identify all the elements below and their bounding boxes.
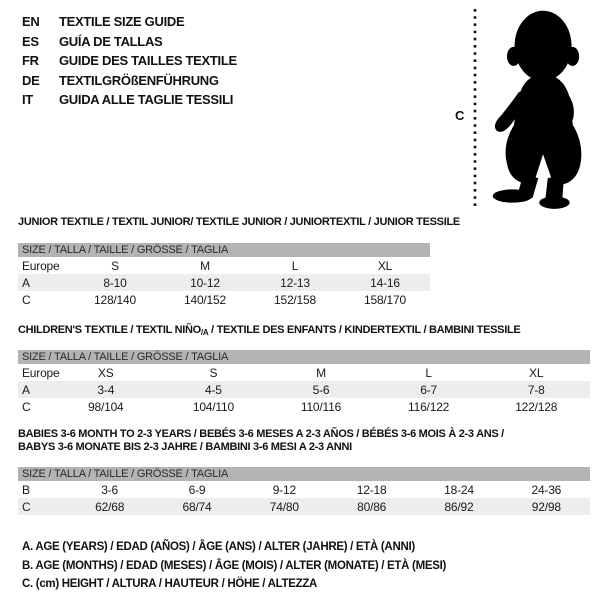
note-height-cm: C. (cm) HEIGHT / ALTURA / HAUTEUR / HÖHE / ALTEZZA [22,578,318,590]
size-cell: 4-5 [205,382,222,397]
size-cell: 9-12 [272,482,296,497]
size-cell: 6-9 [188,482,206,497]
table-row [18,481,590,498]
size-header-bar: SIZE / TALLA / TAILLE / GRÖSSE / TAGLIA [18,467,590,481]
size-cell: M [316,365,326,380]
size-header-bar: SIZE / TALLA / TAILLE / GRÖSSE / TAGLIA [18,350,590,364]
size-cell: XS [97,365,114,380]
row-label: C [22,292,31,307]
guide-title: GUÍA DE TALLAS [59,33,163,49]
row-label: A [22,382,30,397]
size-cell: 92/98 [531,499,561,514]
size-cell: 80/86 [357,499,387,514]
table-row [18,257,430,274]
baby-silhouette-icon [493,11,582,209]
size-cell: 152/158 [274,292,316,307]
row-label: B [22,482,30,497]
table-title: JUNIOR TEXTILE / TEXTIL JUNIOR/ TEXTILE JUNIOR / JUNIORTEXTIL / JUNIOR TESSILE [18,216,460,228]
size-cell: 140/152 [184,292,226,307]
size-cell: 116/122 [408,399,450,414]
size-cell: 8-10 [103,275,127,290]
size-cell: 86/92 [444,499,474,514]
table-title-text: / TEXTILE DES ENFANTS / KINDERTEXTIL / BAMBINI TESSILE [208,324,521,336]
language-title-list [22,12,237,110]
table-row [18,274,430,291]
row-label: C [22,399,31,414]
size-cell: 18-24 [444,482,474,497]
language-code: EN [22,14,40,29]
babies-textile-table [18,428,590,515]
size-grid [18,364,590,415]
size-cell: 98/104 [88,399,124,414]
table-title: BABIES 3-6 MONTH TO 2-3 YEARS / BEBÉS 3-6 MESES A 2-3 AÑOS / BÉBÉS 3-6 MOIS À 2-3 ANS / [18,428,504,440]
language-code: ES [22,33,39,49]
junior-textile-table [18,216,460,308]
language-row [22,12,237,32]
measure-label-c: C [455,108,465,123]
size-cell: 3-4 [97,382,115,397]
height-figure [445,0,600,220]
size-cell: S [111,258,119,273]
size-cell: 24-36 [531,482,562,497]
row-label: A [22,275,30,290]
size-cell: XL [377,258,393,273]
table-row [18,291,430,308]
language-row [22,32,237,52]
size-cell: 7-8 [527,382,545,397]
childrens-textile-table [18,324,590,415]
size-cell: XL [529,365,544,380]
row-label: C [22,499,31,514]
size-cell: S [209,365,218,380]
language-code: IT [22,92,33,107]
size-cell: 104/110 [192,399,234,414]
size-cell: 10-12 [190,275,220,290]
legend-notes [22,538,446,594]
size-cell: 110/116 [300,399,342,414]
size-cell: 122/128 [515,399,558,414]
guide-title: GUIDE DES TAILLES TEXTILE [59,53,237,68]
baby-figure-svg [445,0,600,220]
row-label: Europe [22,365,60,380]
size-cell: 3-6 [101,482,119,497]
size-grid [18,257,430,308]
size-cell: L [291,258,299,273]
language-code: DE [22,72,40,88]
table-title-subscript: /A [200,328,209,337]
size-cell: 6-7 [420,382,437,397]
table-title-text: CHILDREN'S TEXTILE / TEXTIL NIÑO [18,324,201,336]
language-code: FR [22,53,39,68]
size-cell: 12-13 [280,275,310,290]
table-title: BABYS 3-6 MONATE BIS 2-3 JAHRE / BAMBINI 3-6 MESI A 2-3 ANNI [18,441,352,453]
size-cell: 68/74 [182,499,212,514]
table-row [18,398,590,415]
guide-title: TEXTILE SIZE GUIDE [59,14,185,29]
size-cell: 12-18 [356,482,387,497]
language-row [22,90,237,110]
table-row [18,364,590,381]
size-cell: M [200,258,210,273]
note-age-years: A. AGE (YEARS) / EDAD (AÑOS) / ÂGE (ANS) / ALTER (JAHRE) / ETÀ (ANNI) [22,541,415,553]
row-label: Europe [22,258,60,273]
size-cell: 5-6 [312,382,330,397]
size-grid [18,481,590,515]
table-row [18,381,590,398]
size-cell: 74/80 [269,499,299,514]
language-row [22,51,237,71]
note-age-months: B. AGE (MONTHS) / EDAD (MESES) / ÂGE (MOIS) / ALTER (MONATE) / ETÀ (MESI) [22,559,447,572]
guide-title: GUIDA ALLE TAGLIE TESSILI [59,92,234,107]
table-title [18,324,590,339]
size-cell: 14-16 [370,275,400,290]
size-cell: 62/68 [95,499,125,514]
size-cell: 158/170 [364,292,406,307]
guide-title: TEXTILGRÖßENFÜHRUNG [59,72,219,88]
size-cell: L [425,365,432,380]
size-cell: 128/140 [94,292,136,307]
table-row [18,498,590,515]
language-row [22,71,237,91]
size-header-bar: SIZE / TALLA / TAILLE / GRÖSSE / TAGLIA [18,243,430,257]
